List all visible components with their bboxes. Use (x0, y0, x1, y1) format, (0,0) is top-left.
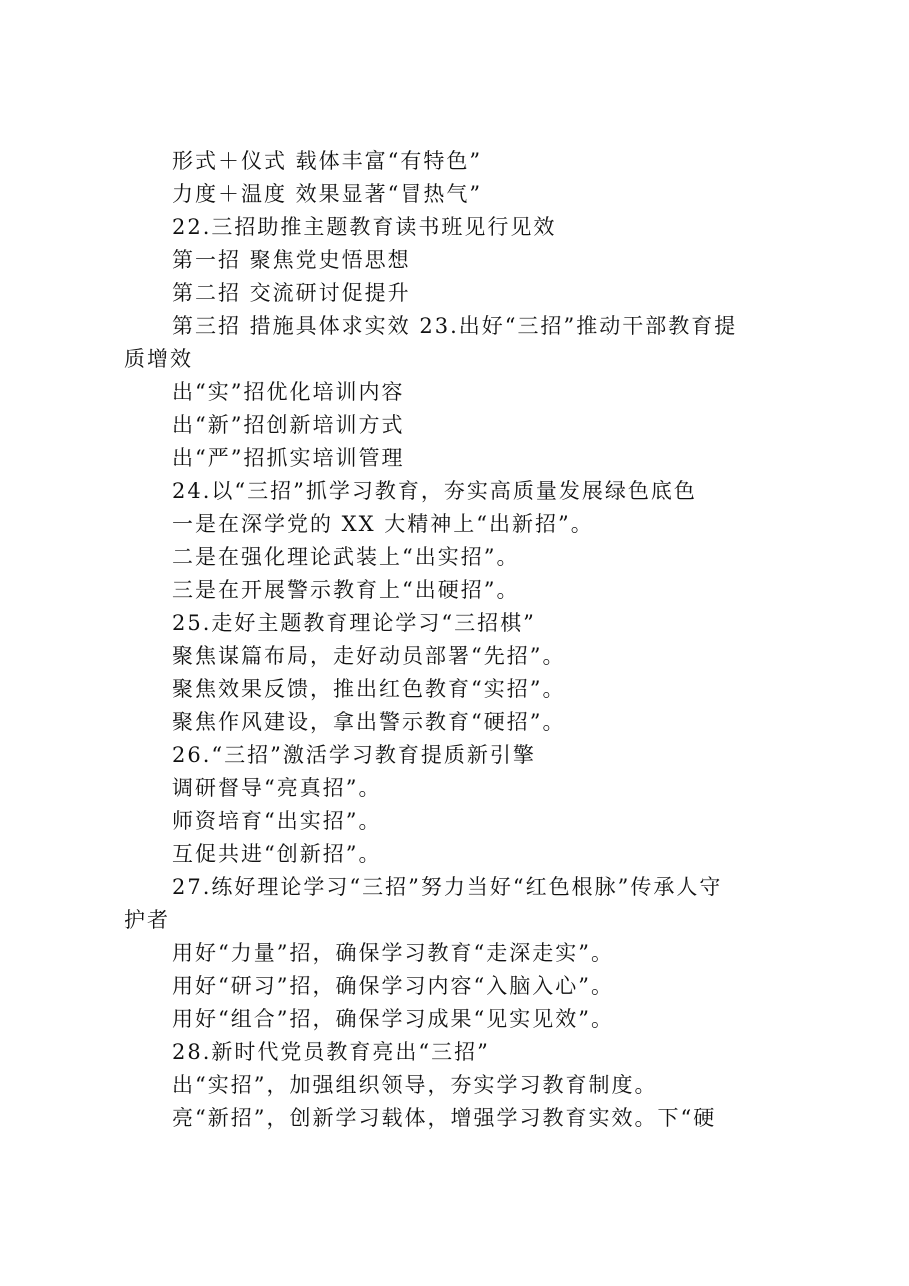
text-line-6: 第三招 措施具体求实效 23.出好“三招”推动干部教育提 (172, 314, 738, 338)
text-line-8: 出“实”招优化培训内容 (172, 380, 405, 404)
text-line-18: 聚焦作风建设，拿出警示教育“硬招”。 (172, 710, 566, 734)
heading-28: 28.新时代党员教育亮出“三招” (172, 1040, 490, 1064)
text-line-1: 形式＋仪式 载体丰富“有特色” (172, 149, 483, 173)
text-line-24-wrap: 护者 (124, 908, 170, 932)
text-line-21: 师资培育“出实招”。 (172, 809, 382, 833)
text-line-4: 第一招 聚焦党史悟思想 (172, 248, 411, 272)
text-line-20: 调研督导“亮真招”。 (172, 776, 382, 800)
text-line-22: 互促共进“创新招”。 (172, 842, 382, 866)
text-line-25: 用好“力量”招，确保学习教育“走深走实”。 (172, 941, 614, 965)
heading-26: 26.“三招”激活学习教育提质新引擎 (172, 743, 536, 767)
text-line-9: 出“新”招创新培训方式 (172, 413, 405, 437)
heading-25: 25.走好主题教育理论学习“三招棋” (172, 611, 536, 635)
heading-24: 24.以“三招”抓学习教育，夯实高质量发展绿色底色 (172, 479, 697, 503)
heading-22: 22.三招助推主题教育读书班见行见效 (172, 215, 557, 239)
text-line-26: 用好“研习”招，确保学习内容“入脑入心”。 (172, 974, 614, 998)
text-line-7-wrap: 质增效 (124, 347, 193, 371)
text-line-27: 用好“组合”招，确保学习成果“见实见效”。 (172, 1007, 614, 1031)
text-line-16: 聚焦谋篇布局，走好动员部署“先招”。 (172, 644, 566, 668)
text-line-10: 出“严”招抓实培训管理 (172, 446, 405, 470)
text-line-2: 力度＋温度 效果显著“冒热气” (172, 182, 483, 206)
text-line-17: 聚焦效果反馈，推出红色教育“实招”。 (172, 677, 566, 701)
text-line-5: 第二招 交流研讨促提升 (172, 281, 411, 305)
text-line-12: 一是在深学党的 XX 大精神上“出新招”。 (172, 512, 594, 536)
text-line-13: 二是在强化理论武装上“出实招”。 (172, 545, 520, 569)
heading-27: 27.练好理论学习“三招”努力当好“红色根脉”传承人守 (172, 875, 723, 899)
text-line-29: 出“实招”，加强组织领导，夯实学习教育制度。 (172, 1073, 658, 1097)
text-line-30: 亮“新招”，创新学习载体，增强学习教育实效。下“硬 (172, 1106, 717, 1130)
text-line-14: 三是在开展警示教育上“出硬招”。 (172, 578, 520, 602)
document-body (124, 145, 804, 1135)
